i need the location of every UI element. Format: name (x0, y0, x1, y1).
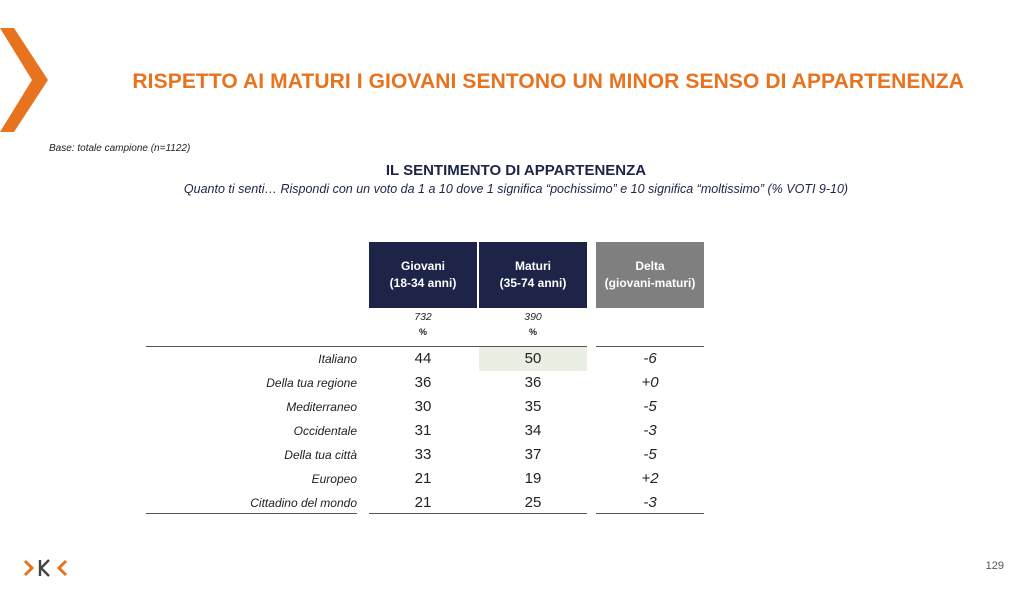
maturi-value: 34 (524, 422, 542, 439)
delta-bottom-rule (596, 513, 704, 514)
delta-value: -5 (643, 398, 657, 415)
values-bottom-rule (369, 513, 587, 514)
maturi-value: 37 (524, 446, 542, 463)
base-count-giovani: 732 (414, 311, 432, 323)
delta-value: +0 (641, 374, 659, 391)
giovani-value: 21 (414, 494, 432, 511)
base-count-maturi: 390 (524, 311, 542, 323)
table-row (146, 443, 706, 467)
header-line: Maturi (515, 259, 551, 273)
maturi-value: 25 (524, 494, 542, 511)
table-row (146, 491, 706, 515)
survey-question: Quanto ti senti… Rispondi con un voto da 1 a 10 dove 1 significa “pochissimo” e 10 significa “moltissimo” (% VOTI 9-10) (183, 182, 849, 196)
giovani-value: 36 (414, 374, 432, 391)
column-header-maturi (479, 242, 587, 308)
header-line: (35-74 anni) (499, 276, 567, 290)
delta-value: -6 (643, 350, 657, 367)
table-row (146, 347, 706, 371)
row-label: Cittadino del mondo (250, 496, 357, 510)
row-label: Italiano (318, 352, 357, 366)
table-row (146, 371, 706, 395)
label-bottom-rule (146, 513, 357, 514)
giovani-value: 21 (414, 470, 432, 487)
header-line: (18-34 anni) (389, 276, 457, 290)
maturi-value: 36 (524, 374, 542, 391)
row-label: Della tua regione (266, 376, 357, 390)
header-line: Delta (635, 259, 665, 273)
percent-unit-giovani: % (418, 327, 427, 337)
delta-value: -3 (643, 494, 657, 511)
base-note: Base: totale campione (n=1122) (49, 143, 191, 154)
table-row (146, 467, 706, 491)
column-header-delta (596, 242, 704, 308)
delta-value: -5 (643, 446, 657, 463)
company-logo (22, 557, 70, 579)
delta-value: +2 (641, 470, 659, 487)
giovani-value: 33 (414, 446, 432, 463)
maturi-value: 35 (524, 398, 542, 415)
table-row (146, 395, 706, 419)
row-label: Occidentale (293, 424, 357, 438)
giovani-value: 30 (414, 398, 432, 415)
maturi-value: 50 (524, 350, 542, 367)
giovani-value: 31 (414, 422, 432, 439)
row-label: Mediterraneo (286, 400, 357, 414)
row-label: Della tua città (284, 448, 357, 462)
table-subtitle: IL SENTIMENTO DI APPARTENENZA (385, 162, 647, 179)
page-number: 129 (985, 560, 1004, 572)
giovani-value: 44 (414, 350, 432, 367)
header-line: (giovani-maturi) (604, 276, 696, 290)
table-row (146, 419, 706, 443)
slide-title: RISPETTO AI MATURI I GIOVANI SENTONO UN MINOR SENSO DI APPARTENENZA (132, 70, 964, 93)
percent-unit-maturi: % (528, 327, 537, 337)
delta-value: -3 (643, 422, 657, 439)
column-header-giovani (369, 242, 477, 308)
row-label: Europeo (311, 472, 357, 486)
maturi-value: 19 (524, 470, 542, 487)
header-line: Giovani (400, 259, 445, 273)
